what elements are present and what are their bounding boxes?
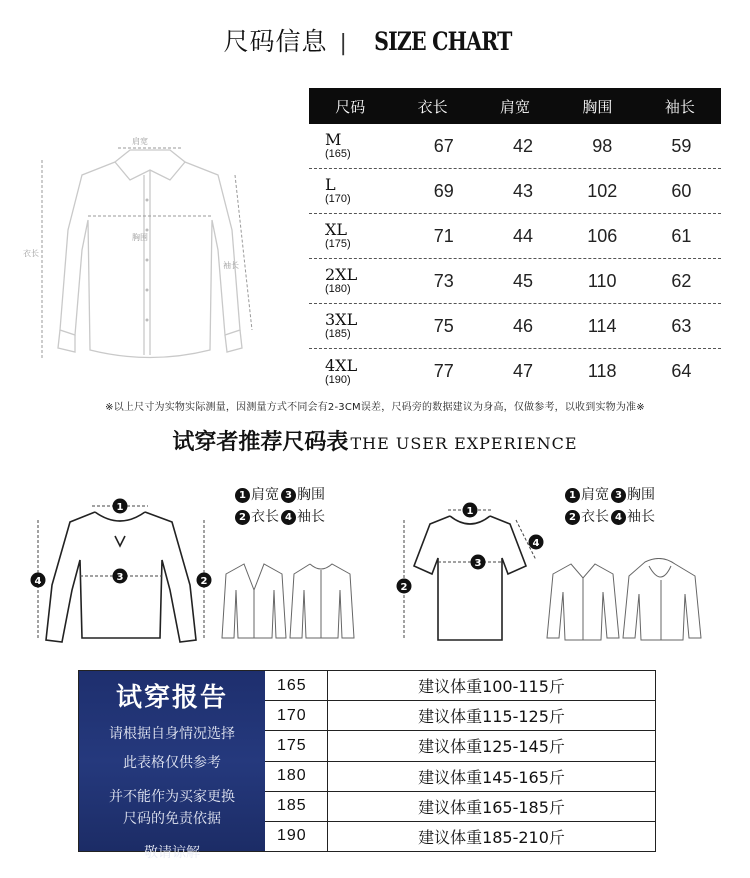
report-line: 请根据自身情况选择 bbox=[109, 726, 235, 742]
badge-1-icon: 1 bbox=[565, 488, 580, 503]
sweater-icon bbox=[30, 490, 215, 650]
header-sleeve: 袖长 bbox=[664, 97, 695, 116]
table-row bbox=[265, 822, 655, 851]
size-label: 3XL bbox=[325, 310, 358, 329]
legend-length: 衣长 bbox=[251, 509, 279, 525]
sleeve-value: 63 bbox=[671, 315, 692, 336]
legend-right bbox=[565, 484, 657, 528]
table-row bbox=[309, 349, 721, 394]
badge-3-icon: 3 bbox=[611, 488, 626, 503]
svg-text:2: 2 bbox=[200, 576, 208, 587]
badge-4-icon: 4 bbox=[281, 510, 296, 525]
badge-3-icon: 3 bbox=[281, 488, 296, 503]
length-value: 71 bbox=[433, 225, 454, 246]
shoulder-value: 45 bbox=[512, 270, 534, 291]
garment-diagrams bbox=[0, 480, 750, 650]
report-line: 此表格仅供参考 bbox=[123, 755, 221, 771]
shoulder-value: 47 bbox=[512, 361, 534, 381]
size-label: L bbox=[325, 175, 336, 194]
experience-title-en: THE USER EXPERIENCE bbox=[350, 434, 578, 453]
chest-value: 98 bbox=[592, 135, 613, 156]
height-value: 180 bbox=[265, 762, 328, 791]
report-disclaimer-panel bbox=[79, 671, 265, 861]
size-label: 2XL bbox=[325, 265, 358, 284]
legend-left bbox=[235, 484, 327, 528]
legend-chest: 胸围 bbox=[627, 487, 655, 503]
sleeve-value: 64 bbox=[671, 361, 692, 381]
legend-shoulder: 肩宽 bbox=[581, 487, 609, 503]
weight-value: 建议体重125-145斤 bbox=[418, 737, 565, 757]
size-table-header bbox=[309, 88, 721, 124]
title-separator: | bbox=[339, 31, 347, 56]
shirt-hoodie-sketches-icon bbox=[545, 558, 705, 644]
chest-value: 118 bbox=[587, 361, 617, 381]
legend-chest: 胸围 bbox=[297, 487, 325, 503]
size-height: (180) bbox=[325, 283, 351, 295]
table-row bbox=[265, 701, 655, 731]
table-row bbox=[309, 169, 721, 214]
svg-text:1: 1 bbox=[116, 502, 124, 513]
size-height: (190) bbox=[325, 373, 351, 386]
length-value: 67 bbox=[433, 135, 454, 156]
svg-text:4: 4 bbox=[532, 538, 540, 549]
size-label: M bbox=[325, 130, 342, 149]
sleeve-value: 59 bbox=[671, 135, 692, 156]
experience-heading bbox=[0, 425, 750, 456]
size-label: 4XL bbox=[325, 355, 358, 375]
sleeve-label: 袖长 bbox=[223, 261, 239, 270]
shoulder-label: 肩宽 bbox=[132, 137, 148, 146]
weight-value: 建议体重100-115斤 bbox=[418, 677, 565, 697]
measurement-note: ※以上尺寸为实物实际测量，因测量方式不同会有2-3CM误差，尺码旁的数据建议为身高，仅做参考，以收到实物为准※ bbox=[105, 402, 645, 413]
page-header bbox=[0, 22, 750, 58]
weight-value: 建议体重185-210斤 bbox=[418, 827, 565, 847]
header-size: 尺码 bbox=[335, 97, 366, 116]
chest-label: 胸围 bbox=[132, 233, 148, 242]
size-height: (165) bbox=[325, 148, 351, 160]
length-value: 73 bbox=[433, 270, 454, 291]
table-row bbox=[309, 259, 721, 304]
legend-shoulder: 肩宽 bbox=[251, 487, 279, 503]
table-row bbox=[309, 214, 721, 259]
badge-2-icon: 2 bbox=[235, 510, 250, 525]
report-line: 并不能作为买家更换 bbox=[109, 789, 235, 805]
weight-value: 建议体重145-165斤 bbox=[418, 767, 565, 787]
title-en: SIZE CHART bbox=[373, 27, 512, 56]
shoulder-value: 42 bbox=[512, 135, 534, 156]
shoulder-value: 43 bbox=[512, 180, 534, 201]
sleeve-value: 61 bbox=[671, 225, 692, 246]
table-row bbox=[265, 731, 655, 761]
table-row bbox=[265, 792, 655, 822]
badge-2-icon: 2 bbox=[565, 510, 580, 525]
length-value: 69 bbox=[433, 180, 454, 201]
svg-text:2: 2 bbox=[400, 582, 408, 593]
table-row bbox=[265, 762, 655, 792]
legend-sleeve: 袖长 bbox=[627, 509, 655, 525]
height-value: 175 bbox=[265, 731, 328, 760]
sleeve-value: 62 bbox=[671, 270, 692, 291]
shirt-outline-icon bbox=[20, 120, 270, 370]
weight-value: 建议体重115-125斤 bbox=[418, 707, 565, 727]
size-height: (175) bbox=[325, 238, 351, 250]
size-height: (185) bbox=[325, 328, 351, 340]
report-line: 敬请谅解 bbox=[144, 845, 200, 861]
legend-sleeve: 袖长 bbox=[297, 509, 325, 525]
size-label: XL bbox=[325, 220, 348, 239]
table-row bbox=[309, 124, 721, 169]
height-value: 170 bbox=[265, 701, 328, 730]
size-height: (170) bbox=[325, 193, 351, 205]
weight-value: 建议体重165-185斤 bbox=[418, 797, 565, 817]
svg-text:3: 3 bbox=[116, 572, 124, 583]
legend-length: 衣长 bbox=[581, 509, 609, 525]
size-table bbox=[309, 88, 721, 394]
table-row bbox=[309, 304, 721, 349]
jacket-sketches-icon bbox=[220, 560, 360, 642]
table-row bbox=[265, 671, 655, 701]
title-cn: 尺码信息 bbox=[223, 27, 328, 56]
height-value: 185 bbox=[265, 792, 328, 821]
experience-title-cn: 试穿者推荐尺码表 bbox=[172, 430, 349, 455]
header-shoulder: 肩宽 bbox=[500, 97, 531, 116]
shoulder-value: 46 bbox=[512, 315, 534, 336]
report-table bbox=[265, 671, 655, 851]
length-label: 衣长 bbox=[23, 249, 39, 258]
chest-value: 106 bbox=[587, 225, 618, 246]
tshirt-icon bbox=[390, 490, 550, 650]
svg-text:4: 4 bbox=[34, 576, 42, 587]
badge-4-icon: 4 bbox=[611, 510, 626, 525]
header-length: 衣长 bbox=[417, 97, 448, 116]
badge-1-icon: 1 bbox=[235, 488, 250, 503]
chest-value: 114 bbox=[587, 315, 617, 336]
report-title: 试穿报告 bbox=[115, 683, 228, 713]
height-value: 165 bbox=[265, 671, 328, 700]
chest-value: 102 bbox=[587, 180, 618, 201]
length-value: 75 bbox=[433, 315, 454, 336]
try-on-report bbox=[78, 670, 656, 861]
header-chest: 胸围 bbox=[582, 97, 613, 116]
svg-text:3: 3 bbox=[474, 558, 482, 569]
sleeve-value: 60 bbox=[671, 180, 692, 201]
height-value: 190 bbox=[265, 822, 328, 851]
chest-value: 110 bbox=[587, 270, 617, 291]
shirt-diagram bbox=[20, 120, 270, 370]
svg-text:1: 1 bbox=[466, 506, 474, 517]
report-line: 尺码的免责依据 bbox=[123, 811, 221, 827]
shoulder-value: 44 bbox=[512, 225, 534, 246]
length-value: 77 bbox=[433, 361, 454, 381]
